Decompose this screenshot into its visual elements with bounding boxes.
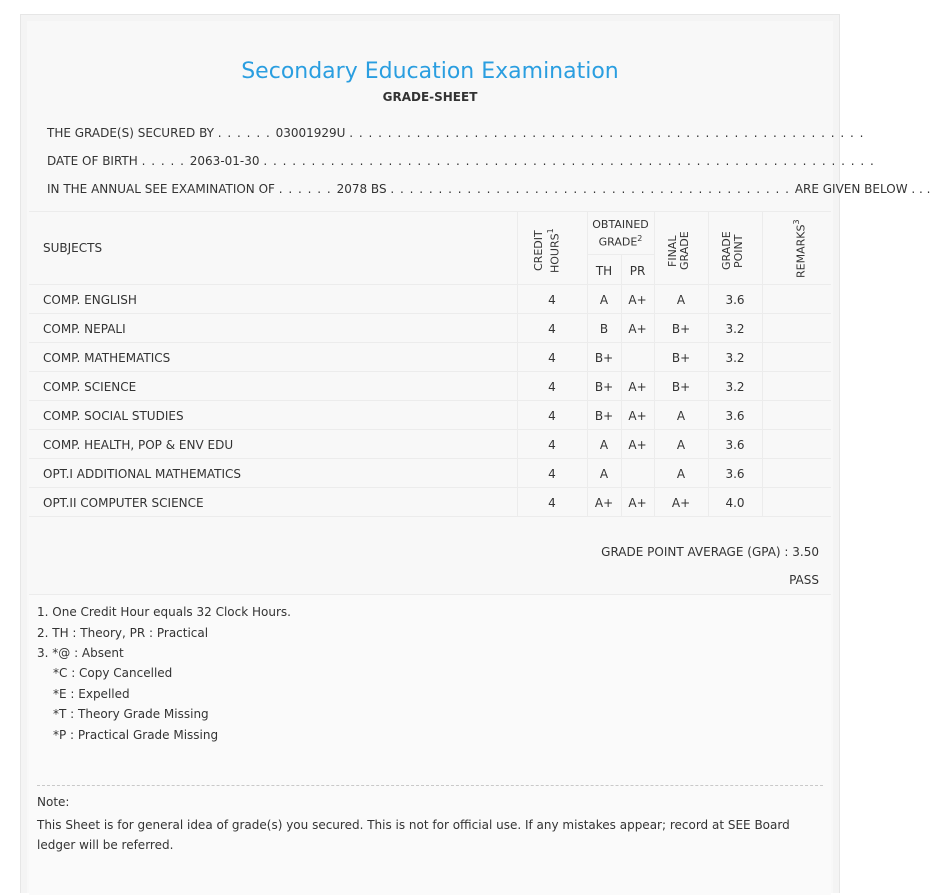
secured-by-label: THE GRADE(S) SECURED BY [47,126,214,140]
header-grade-point: GRADE POINT [720,231,745,271]
footnote-item: 3. *@ : Absent [37,646,124,660]
final-cell: A [676,467,686,481]
exam-label: IN THE ANNUAL SEE EXAMINATION OF [47,182,275,196]
gp-cell: 3.6 [725,293,745,307]
subject-cell: COMP. NEPALI [43,322,126,336]
final-cell: B+ [671,351,691,365]
pr-cell: A+ [628,496,647,510]
gpa-summary: GRADE POINT AVERAGE (GPA) : 3.50 [601,545,819,559]
gp-cell: 3.6 [725,438,745,452]
footnote-subitem: *C : Copy Cancelled [53,666,173,680]
gp-cell: 3.2 [725,380,745,394]
header-obtained-grade: OBTAINED GRADE$^2$ [592,218,649,249]
pr-cell: A+ [628,293,647,307]
subject-cell: COMP. SOCIAL STUDIES [43,409,184,423]
pr-cell: A+ [628,322,647,336]
secured-by-line: THE GRADE(S) SECURED BY . . . . . . 03001929U . . . . . . . . . . . . . . . . . . . . . . . . . . . . . . . . . . . . . . . . . . . . . . . . . . . . . . [47,126,865,140]
header-remarks: REMARKS$^3$ [792,219,808,279]
divider [37,785,823,786]
credit-cell: 4 [548,467,556,481]
gp-cell: 3.2 [725,351,745,365]
gp-cell: 3.2 [725,322,745,336]
subject-cell: COMP. SCIENCE [43,380,137,394]
final-cell: A [676,293,686,307]
credit-cell: 4 [548,496,556,510]
th-cell: B+ [594,380,614,394]
gp-cell: 3.6 [725,467,745,481]
final-cell: A [676,438,686,452]
credit-cell: 4 [548,438,556,452]
credit-cell: 4 [548,293,556,307]
footnote-item: 2. TH : Theory, PR : Practical [37,626,209,640]
pr-cell: A+ [628,380,647,394]
footnote-subitem: *E : Expelled [53,687,130,701]
th-cell: B+ [594,409,614,423]
subject-cell: OPT.I ADDITIONAL MATHEMATICS [43,467,242,481]
exam-suffix: ARE GIVEN BELOW . . . [794,182,930,196]
exam-line: IN THE ANNUAL SEE EXAMINATION OF . . . . . . 2078 BS . . . . . . . . . . . . . . . . . . . . . . . . . . . . . . . . . . . . . . . . . . ARE GIVEN BELOW . . . [47,182,930,196]
credit-cell: 4 [548,322,556,336]
subject-cell: COMP. HEALTH, POP & ENV EDU [43,438,234,452]
page-subtitle: GRADE-SHEET [382,90,478,104]
final-cell: A [676,409,686,423]
footnotes-section [29,594,831,895]
footnote-subitem: *T : Theory Grade Missing [53,707,209,721]
note-text: This Sheet is for general idea of grade(s) you secured. This is not for official use. If any mistakes appear; record at SEE Board ledger will be referred. [37,818,790,852]
secured-by-value: 03001929U [275,126,346,140]
pr-cell: A+ [628,438,647,452]
th-cell: A [599,293,609,307]
gp-cell: 3.6 [725,409,745,423]
subject-cell: COMP. ENGLISH [43,293,137,307]
header-credit-hours: CREDIT HOURS$^1$ [532,228,562,274]
th-cell: B+ [594,351,614,365]
th-cell: A+ [594,496,614,510]
credit-cell: 4 [548,380,556,394]
header-subjects: SUBJECTS [43,241,103,255]
th-cell: A [599,438,609,452]
final-cell: A+ [671,496,691,510]
header-pr: PR [629,264,646,278]
header-final-grade: FINAL GRADE [666,231,691,271]
footnote-subitem: *P : Practical Grade Missing [53,728,219,742]
dob-label: DATE OF BIRTH [47,154,138,168]
credit-cell: 4 [548,351,556,365]
credit-cell: 4 [548,409,556,423]
header-th: TH [595,264,613,278]
result-status: PASS [789,573,819,587]
subject-cell: COMP. MATHEMATICS [43,351,171,365]
pr-cell: A+ [628,409,647,423]
dob-line: DATE OF BIRTH . . . . . 2063-01-30 . . . . . . . . . . . . . . . . . . . . . . . . . . . . . . . . . . . . . . . . . . . . . . . . . . . . . . . . . . . . . . . . [47,154,875,168]
footnote-item: 1. One Credit Hour equals 32 Clock Hours. [37,605,291,619]
page-title: Secondary Education Examination [241,59,619,84]
final-cell: B+ [671,322,691,336]
note-label: Note: [37,795,70,809]
final-cell: B+ [671,380,691,394]
dob-value: 2063-01-30 [189,154,260,168]
th-cell: B [599,322,609,336]
exam-value: 2078 BS [336,182,387,196]
gp-cell: 4.0 [725,496,745,510]
th-cell: A [599,467,609,481]
grade-sheet [20,14,930,893]
grade-sheet-body [27,21,930,893]
subject-cell: OPT.II COMPUTER SCIENCE [43,496,204,510]
